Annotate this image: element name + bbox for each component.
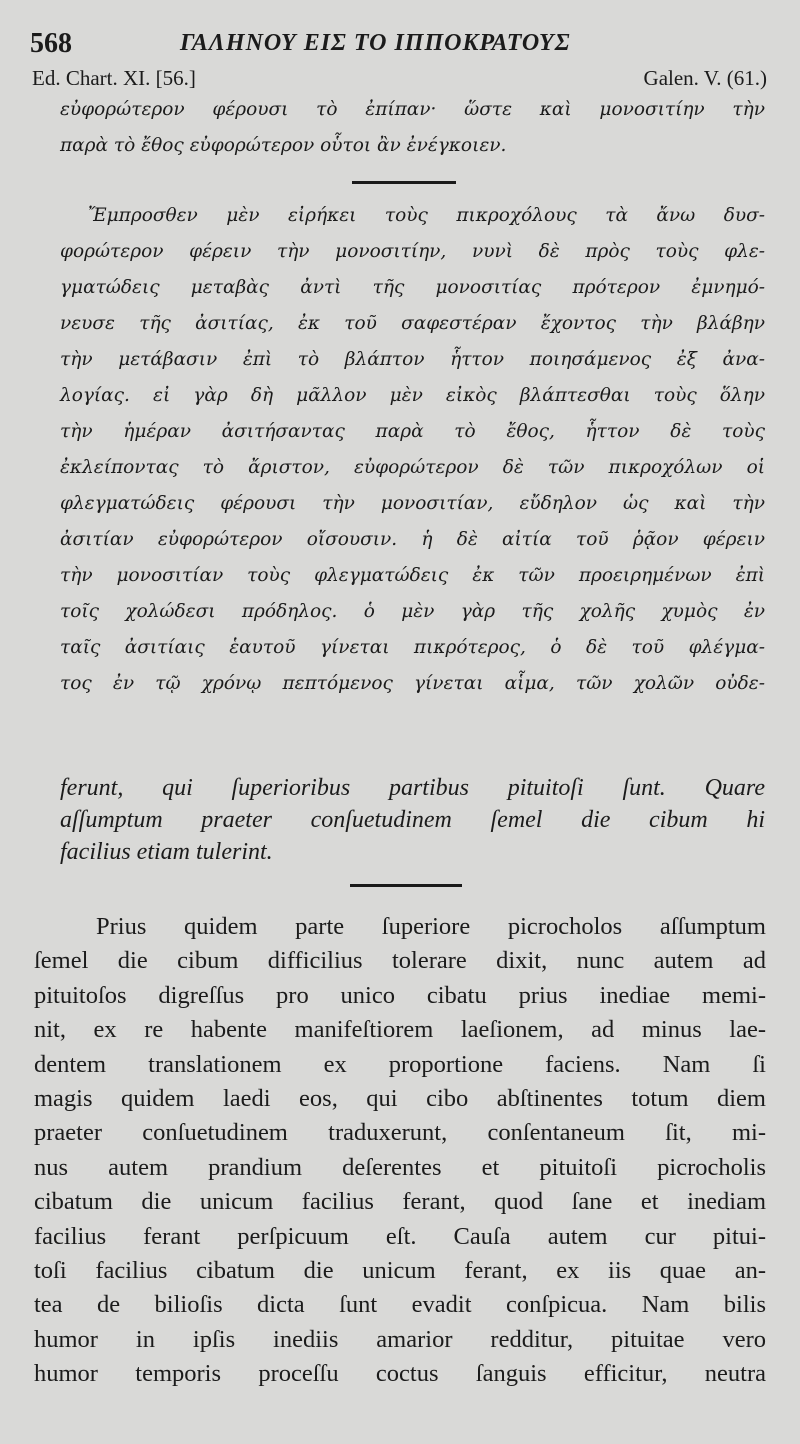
text-line: τὴν μετάβασιν ἐπὶ τὸ βλάπτον ἧττον ποιησάμενος ἐξ ἀνα- [60, 349, 765, 370]
text-line: ἀσιτίαν εὐφορώτερον οἴσουσιν. ἡ δὲ αἰτία τοῦ ῥᾷον φέρειν [60, 529, 765, 550]
text-line: ferunt, qui ſuperioribus partibus pituitoſi ſunt. Quare [60, 775, 765, 801]
text-line: φορώτερον φέρειν τὴν μονοσιτίην, νυνὶ δὲ πρὸς τοὺς φλε- [60, 241, 765, 262]
text-line: magis quidem laedi eos, qui cibo abſtinentes totum diem [34, 1084, 766, 1112]
text-line: ἐκλείποντας τὸ ἄριστον, εὐφορώτερον δὲ τῶν πικροχόλων οἱ [60, 457, 765, 478]
text-line: ſemel die cibum difficilius tolerare dixit, nunc autem ad [34, 947, 766, 975]
text-line: humor in ipſis inediis amarior redditur, pituitae vero [34, 1325, 766, 1353]
latin-commentary [34, 910, 766, 1391]
text-line: ταῖς ἀσιτίαις ἑαυτοῦ γίνεται πικρότερος, ὁ δὲ τοῦ φλέγμα- [60, 637, 765, 658]
edition-left: Ed. Chart. XI. [56.] [32, 66, 196, 90]
text-line: toſi facilius cibatum die unicum ferant, ex iis quae an- [34, 1256, 766, 1284]
greek-aphorism-ending [60, 92, 765, 164]
edition-line [32, 66, 767, 94]
text-line: praeter conſuetudinem traduxerunt, conſentaneum ſit, mi- [34, 1119, 766, 1147]
edition-right: Galen. V. (61.) [643, 66, 767, 90]
page-header [30, 28, 770, 68]
text-line: humor temporis proceſſu coctus ſanguis efficitur, neutra [34, 1360, 766, 1388]
text-line: εὐφορώτερον φέρουσι τὸ ἐπίπαν· ὥστε καὶ μονοσιτίην τὴν [60, 99, 765, 120]
text-line: facilius etiam tulerint. [60, 839, 273, 865]
text-line: τὴν μονοσιτίαν τοὺς φλεγματώδεις ἐκ τῶν προειρημένων ἐπὶ [60, 565, 765, 586]
text-line: τος ἐν τῷ χρόνῳ πεπτόμενος γίνεται αἷμα, τῶν χολῶν οὐδε- [60, 673, 765, 694]
text-line: φλεγματώδεις φέρουσι τὴν μονοσιτίαν, εὔδηλον ὡς καὶ τὴν [60, 493, 765, 514]
text-line: νευσε τῆς ἀσιτίας, ἐκ τοῦ σαφεστέραν ἔχοντος τὴν βλάβην [60, 313, 765, 334]
text-line: γματώδεις μεταβὰς ἀντὶ τῆς μονοσιτίας πρότερον ἐμνημό- [60, 277, 765, 298]
text-line: facilius ferant perſpicuum eſt. Cauſa autem cur pitui- [34, 1222, 766, 1250]
running-title: ΓΑΛΗΝΟΥ ΕΙΣ ΤΟ ΙΠΠΟΚΡΑΤΟΥΣ [180, 30, 571, 56]
text-line: λογίας. εἰ γὰρ δὴ μᾶλλον μὲν εἰκὸς βλάπτεσθαι τοὺς ὅλην [60, 385, 765, 406]
text-line: pituitoſos digreſſus pro unico cibatu prius inediae memi- [34, 981, 766, 1009]
text-line: nit, ex re habente manifeſtiorem laeſionem, ad minus lae- [34, 1016, 766, 1044]
text-line: cibatum die unicum facilius ferant, quod ſane et inediam [34, 1188, 766, 1216]
text-line: τοῖς χολώδεσι πρόδηλος. ὁ μὲν γὰρ τῆς χολῆς χυμὸς ἐν [60, 601, 765, 622]
section-rule [352, 181, 456, 184]
text-line: Ἔμπροσθεν μὲν εἰρήκει τοὺς πικροχόλους τὰ ἄνω δυσ- [88, 205, 765, 226]
text-line: Prius quidem parte ſuperiore picrocholos aſſumptum [96, 913, 766, 940]
page-number: 568 [30, 28, 72, 59]
latin-aphorism-ending [60, 772, 765, 868]
text-line: tea de bilioſis dicta ſunt evadit conſpicua. Nam bilis [34, 1291, 766, 1319]
text-line: τὴν ἡμέραν ἀσιτήσαντας παρὰ τὸ ἔθος, ἧττον δὲ τοὺς [60, 421, 765, 442]
text-line: dentem translationem ex proportione faciens. Nam ſi [34, 1050, 766, 1078]
section-rule [350, 884, 462, 887]
greek-commentary [60, 198, 765, 702]
text-line: nus autem prandium deſerentes et pituitoſi picrocholis [34, 1153, 766, 1181]
text-line: aſſumptum praeter conſuetudinem ſemel die cibum hi [60, 807, 765, 833]
text-line: παρὰ τὸ ἔθος εὐφορώτερον οὗτοι ἂν ἐνέγκοιεν. [60, 135, 507, 156]
